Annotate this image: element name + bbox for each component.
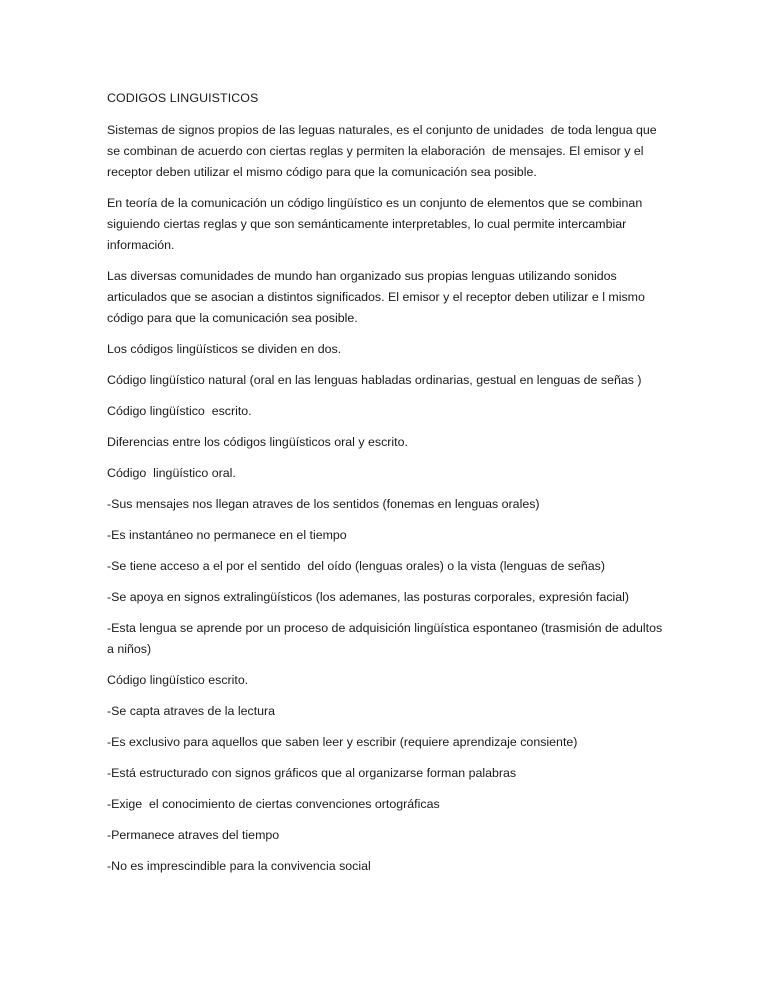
list-item: -Se tiene acceso a el por el sentido del oído (lenguas orales) o la vista (lenguas de señas): [107, 559, 605, 573]
heading-written-code: Código lingüístico escrito.: [107, 673, 249, 687]
paragraph-communities: Las diversas comunidades de mundo han organizado sus propias lenguas utilizando sonidos articulados que se asocian a distintos significados. El emisor y el receptor deben utilizar e l mismo código para que la comunicación sea posible.: [107, 269, 649, 325]
heading-oral-code: Código lingüístico oral.: [107, 466, 236, 480]
paragraph-written-code: Código lingüístico escrito.: [107, 404, 252, 418]
list-item: -Es instantáneo no permanece en el tiempo: [107, 528, 347, 542]
paragraph-definition: Sistemas de signos propios de las leguas naturales, es el conjunto de unidades de toda lengua que se combinan de acuerdo con ciertas reglas y permiten la elaboración de mensajes. El emisor y el receptor deben utilizar el mismo código para que la comunicación sea posible.: [107, 123, 661, 179]
paragraph-division: Los códigos lingüísticos se dividen en dos.: [107, 342, 342, 356]
paragraph-natural-code: Código lingüístico natural (oral en las lenguas habladas ordinarias, gestual en lenguas de señas ): [107, 373, 642, 387]
paragraph-communication-theory: En teoría de la comunicación un código lingüístico es un conjunto de elementos que se combinan siguiendo ciertas reglas y que son semánticamente interpretables, lo cual permite intercambiar información.: [107, 196, 646, 252]
list-item: -Exige el conocimiento de ciertas convenciones ortográficas: [107, 797, 440, 811]
list-item: -No es imprescindible para la convivencia social: [107, 859, 371, 873]
list-item: -Esta lengua se aprende por un proceso de adquisición lingüística espontaneo (trasmisión de adultos a niños): [107, 621, 666, 656]
document-title: CODIGOS LINGUISTICOS: [107, 91, 259, 105]
list-item: -Sus mensajes nos llegan atraves de los sentidos (fonemas en lenguas orales): [107, 497, 540, 511]
document-body: [107, 88, 667, 887]
list-item: -Está estructurado con signos gráficos que al organizarse forman palabras: [107, 766, 517, 780]
list-item: -Se apoya en signos extralingüísticos (los ademanes, las posturas corporales, expresión facial): [107, 590, 630, 604]
list-item: -Se capta atraves de la lectura: [107, 704, 276, 718]
list-item: -Permanece atraves del tiempo: [107, 828, 280, 842]
paragraph-differences: Diferencias entre los códigos lingüísticos oral y escrito.: [107, 435, 408, 449]
list-item: -Es exclusivo para aquellos que saben leer y escribir (requiere aprendizaje consiente): [107, 735, 578, 749]
